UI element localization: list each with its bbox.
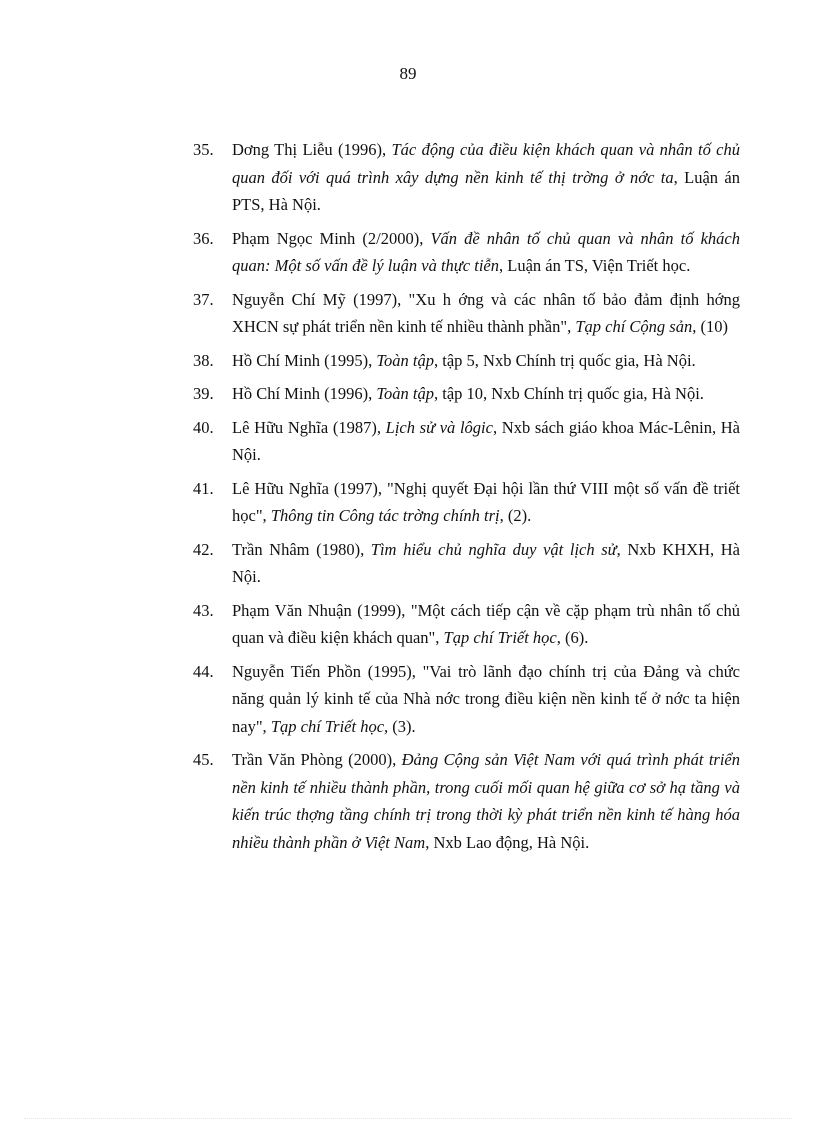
reference-item [155, 658, 740, 741]
reference-number: 39. [193, 384, 214, 403]
reference-text: Hồ Chí Minh (1996), [232, 384, 377, 403]
reference-item [155, 380, 740, 408]
reference-number: 37. [193, 289, 214, 309]
page-bottom-divider [24, 1118, 792, 1119]
reference-title: Toàn tập [376, 350, 434, 370]
reference-publication: (3). [388, 716, 416, 736]
reference-number: 40. [193, 417, 214, 437]
reference-number: 43. [193, 600, 214, 620]
reference-list [155, 136, 740, 862]
reference-item [155, 414, 740, 469]
reference-item [155, 286, 740, 341]
reference-text: Lê Hữu Nghĩa (1987), [232, 417, 386, 437]
reference-title: Tác động của điều kiện khách quan và nhân tố chủ quan đối với quá trình xây dựng nền kinh tế thị trờng ở nớc ta [232, 140, 741, 187]
reference-item [155, 475, 740, 530]
reference-number: 35. [193, 140, 214, 159]
reference-publication: , Luận án TS, Viện Triết học. [498, 256, 691, 275]
reference-text: Trần Văn Phòng (2000), [232, 750, 402, 769]
reference-number: 36. [193, 228, 214, 248]
reference-item [155, 746, 740, 856]
reference-text: Hồ Chí Minh (1995), [232, 350, 377, 370]
reference-text: Nguyễn Chí Mỹ (1997), "Xu h ớng và các nhân tố bảo đảm định hớng XHCN sự phát triển nền kinh tế nhiều thành phần", [232, 289, 740, 336]
reference-item [155, 597, 740, 652]
reference-publication: , Nxb KHXH, Hà Nội. [232, 539, 740, 586]
reference-text: Phạm Ngọc Minh (2/2000), [232, 228, 431, 248]
reference-title: Lịch sử và lôgic [385, 417, 493, 437]
reference-title: Thông tin Công tác trờng chính trị [270, 506, 500, 525]
reference-title: Vấn đề nhân tố chủ quan và nhân tố khách quan: Một số vấn đề lý luận và thực tiễn [232, 228, 740, 275]
reference-text: Nguyễn Tiến Phồn (1995), "Vai trò lãnh đạo chính trị của Đảng và chức năng quản lý kinh tế của Nhà nớc trong điều kiện nền kinh tế ở nớc ta hiện nay", [232, 661, 740, 736]
reference-title: Đảng Cộng sản Việt Nam với quá trình phát triển nền kinh tế nhiều thành phần, trong cuối mối quan hệ giữa cơ sở hạ tầng và kiến trúc thợng tầng chính trị trong thời kỳ phát triển nền kinh tế hàng hóa nhiều thành phần ở Việt Nam [232, 750, 740, 852]
reference-publication: , tập 5, Nxb Chính trị quốc gia, Hà Nội. [434, 350, 696, 370]
reference-publication: , tập 10, Nxb Chính trị quốc gia, Hà Nội. [434, 384, 704, 403]
reference-publication: , Nxb sách giáo khoa Mác-Lênin, Hà Nội. [232, 417, 741, 464]
reference-item [155, 136, 740, 219]
reference-item [155, 536, 740, 591]
page-number: 89 [399, 64, 417, 83]
reference-publication: , Nxb Lao động, Hà Nội. [425, 832, 590, 852]
reference-text: Phạm Văn Nhuận (1999), "Một cách tiếp cận về cặp phạm trù nhân tố chủ quan và điều kiện khách quan", [232, 600, 740, 647]
reference-title: Tạp chí Triết học, [270, 716, 389, 736]
reference-text: Lê Hữu Nghĩa (1997), "Nghị quyết Đại hội lần thứ VIII một số vấn đề triết học", [232, 478, 740, 525]
reference-number: 41. [193, 478, 214, 498]
reference-text: Dơng Thị Liễu (1996), [232, 140, 392, 159]
reference-publication: , (6). [556, 628, 589, 647]
reference-item [155, 225, 740, 280]
reference-text: Trần Nhâm (1980), [232, 539, 371, 559]
reference-title: Toàn tập [376, 384, 434, 403]
reference-publication: , (10) [692, 317, 728, 336]
reference-title: Tìm hiểu chủ nghĩa duy vật lịch sử [370, 539, 617, 559]
reference-number: 42. [193, 539, 214, 559]
reference-number: 45. [193, 750, 214, 769]
reference-title: Tạp chí Cộng sản [575, 317, 693, 336]
reference-item [155, 347, 740, 375]
reference-publication: , (2). [499, 506, 532, 525]
reference-number: 38. [193, 350, 214, 370]
reference-publication: , Luận án PTS, Hà Nội. [232, 167, 741, 214]
reference-number: 44. [193, 661, 214, 681]
reference-title: Tạp chí Triết học [443, 628, 557, 647]
